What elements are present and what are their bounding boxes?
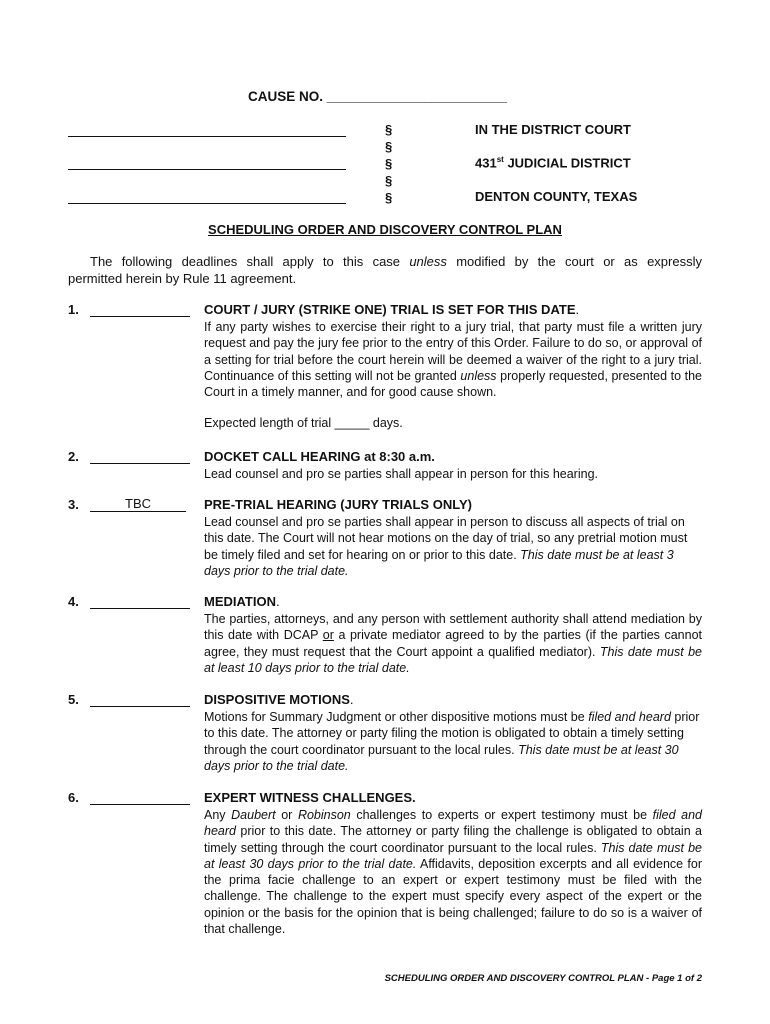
date-blank[interactable]: TBC: [90, 497, 186, 512]
party-line-3[interactable]: [68, 203, 346, 204]
section-symbol: §: [385, 156, 393, 171]
date-blank[interactable]: [90, 692, 190, 707]
date-blank[interactable]: [90, 790, 190, 805]
item-number: 4.: [68, 594, 79, 609]
date-blank[interactable]: [90, 302, 190, 317]
item-body: Lead counsel and pro se parties shall appear in person to discuss all aspects of trial on this date. The Court will not hear motions on the day of trial, so any pretrial motion must be timely filed and set for hearing on or prior to this date. This date must be at least 3 days prior to the trial date.: [204, 515, 688, 578]
cause-number: CAUSE NO. ________________________: [248, 89, 507, 104]
item-heading: MEDIATION.: [204, 594, 280, 609]
item-heading: EXPERT WITNESS CHALLENGES.: [204, 790, 416, 805]
section-symbol: §: [385, 139, 393, 154]
trial-length: Expected length of trial _____ days.: [204, 416, 403, 431]
section-symbol: §: [385, 122, 393, 137]
date-blank[interactable]: [90, 449, 190, 464]
item-body: Motions for Summary Judgment or other dispositive motions must be filed and heard prior to this date. The attorney or party filing the motion is obligated to obtain a timely setting through the court coordinator pursuant to the local rules. This date must be at least 30 days prior to the trial date.: [204, 710, 700, 773]
item-number: 3.: [68, 497, 79, 512]
county-name: DENTON COUNTY, TEXAS: [475, 189, 638, 204]
date-blank[interactable]: [90, 594, 190, 609]
document-title: [0, 222, 770, 237]
item-heading: DOCKET CALL HEARING at 8:30 a.m.: [204, 449, 435, 464]
item-number: 6.: [68, 790, 79, 805]
item-body: Any Daubert or Robinson challenges to experts or expert testimony must be filed and heard prior to this date. The attorney or party filing the challenge is obligated to obtain a timely setting through the court coordinator pursuant to the local rules. This date must be at least 30 days prior to the trial date. Affidavits, deposition excerpts and all evidence for the prima facie challenge to an expert or expert testimony must be filed with the challenge. The challenge to the expert must specify every aspect of the expert or the opinion or the basis for the opinion that is being challenged; failure to do so is a waiver of that challenge.: [204, 808, 703, 937]
item-body: If any party wishes to exercise their right to a jury trial, that party must file a written jury request and pay the jury fee prior to the entry of this Order. Failure to do so, or approval of a setting for trial before the court herein will be deemed a waiver of the right to a jury trial. Continuance of this setting will not be granted unless properly requested, presented to the Court in a timely manner, and for good cause shown. Expected length of trial _____ days.: [204, 320, 702, 431]
page-footer: SCHEDULING ORDER AND DISCOVERY CONTROL PLAN - Page 1 of 2: [384, 973, 702, 984]
party-line-1[interactable]: [68, 136, 346, 137]
district-suffix: st: [496, 155, 504, 164]
judicial-district: [475, 155, 631, 170]
item-heading: COURT / JURY (STRIKE ONE) TRIAL IS SET FOR THIS DATE.: [204, 302, 580, 317]
item-number: 1.: [68, 302, 79, 317]
item-number: 5.: [68, 692, 79, 707]
item-body: Lead counsel and pro se parties shall appear in person for this hearing.: [204, 467, 599, 481]
item-body: The parties, attorneys, and any person with settlement authority shall attend mediation by this date with DCAP or a private mediator agreed to by the parties (if the parties cannot agree, they must request that the Court appoint a qualified mediator). This date must be at least 10 days prior to the trial date.: [204, 612, 703, 675]
party-line-2[interactable]: [68, 169, 346, 170]
section-symbol: §: [385, 173, 393, 188]
court-name: IN THE DISTRICT COURT: [475, 122, 631, 137]
title-text: SCHEDULING ORDER AND DISCOVERY CONTROL PLAN: [208, 222, 562, 237]
section-symbol: §: [385, 190, 393, 205]
item-number: 2.: [68, 449, 79, 464]
item-heading: DISPOSITIVE MOTIONS.: [204, 692, 354, 707]
district-label: JUDICIAL DISTRICT: [503, 155, 631, 171]
item-heading: PRE-TRIAL HEARING (JURY TRIALS ONLY): [204, 497, 472, 512]
district-number: 431: [475, 155, 497, 171]
intro-paragraph: The following deadlines shall apply to this case unless modified by the court or as expressly permitted herein by Rule 11 agreement.: [68, 254, 702, 286]
